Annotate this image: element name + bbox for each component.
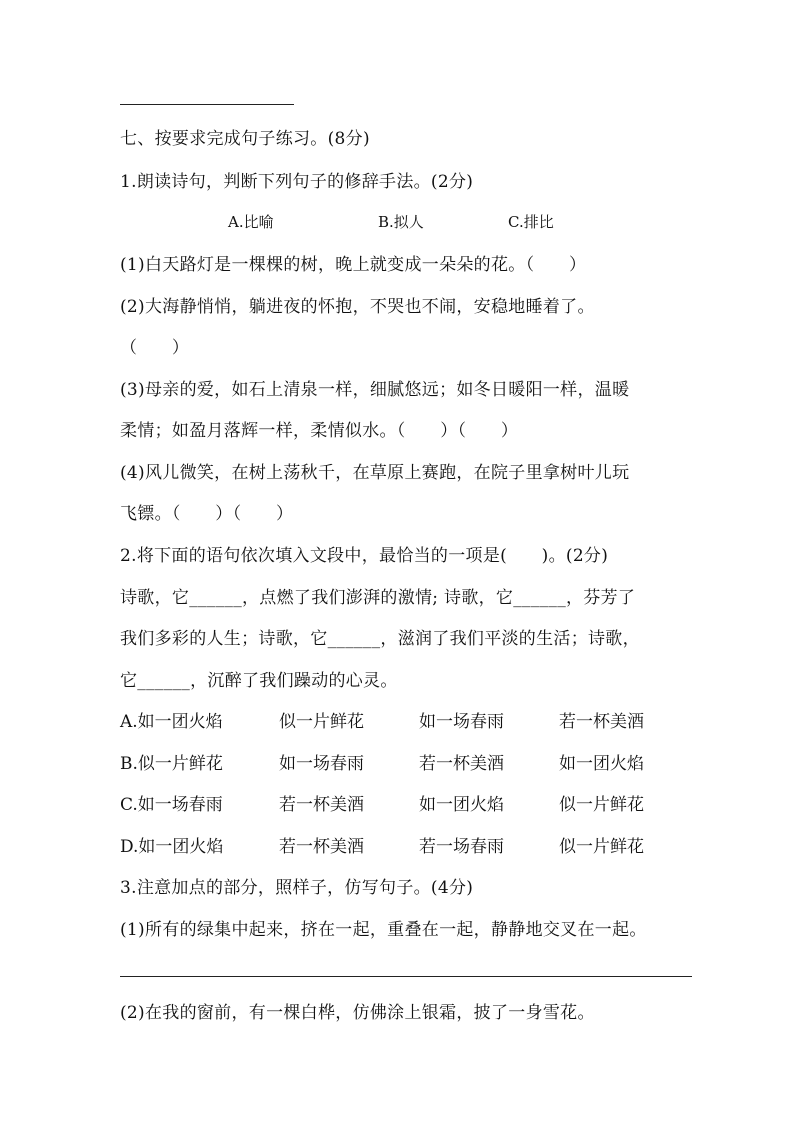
choice-cell: 如一场春雨 — [279, 754, 364, 774]
q2-title: 2.将下面的语句依次填入文段中，最恰当的一项是( )。(2分) — [120, 546, 609, 566]
choice-cell: 如一团火焰 — [559, 754, 644, 774]
q3-item-1: (1)所有的绿集中起来，挤在一起，重叠在一起，静静地交叉在一起。 — [120, 920, 647, 940]
q1-item-4-line2: 飞镖。（ ）（ ） — [120, 504, 294, 524]
choice-cell: 似一片鲜花 — [279, 712, 364, 732]
choice-cell: 若一杯美酒 — [279, 795, 364, 815]
q1-option-b: B.拟人 — [378, 213, 424, 231]
choice-cell: 若一杯美酒 — [559, 712, 644, 732]
q1-item-1: (1)白天路灯是一棵棵的树，晚上就变成一朵朵的花。（ ） — [120, 255, 587, 275]
q1-item-2: (2)大海静悄悄，躺进夜的怀抱，不哭也不闹，安稳地睡着了。 — [120, 297, 595, 317]
choice-cell: C.如一场春雨 — [120, 795, 223, 815]
q2-passage-line2: 我们多彩的人生；诗歌，它______，滋润了我们平淡的生活；诗歌， — [120, 629, 640, 649]
choice-cell: 若一场春雨 — [419, 837, 504, 857]
q1-option-a: A.比喻 — [228, 213, 274, 231]
choice-cell: 如一场春雨 — [419, 712, 504, 732]
q3-item-2: (2)在我的窗前，有一棵白桦，仿佛涂上银霜，披了一身雪花。 — [120, 1003, 595, 1023]
q2-passage-line1: 诗歌，它______，点燃了我们澎湃的激情; 诗歌，它______，芬芳了 — [120, 588, 636, 608]
q3-title: 3.注意加点的部分，照样子，仿写句子。(4分) — [120, 878, 474, 898]
q1-item-3-line1: (3)母亲的爱，如石上清泉一样，细腻悠远；如冬日暖阳一样，温暖 — [120, 380, 630, 400]
section-title: 七、按要求完成句子练习。(8分) — [120, 129, 370, 149]
q3-answer-line — [120, 976, 692, 977]
q2-passage-line3: 它______，沉醉了我们躁动的心灵。 — [120, 671, 398, 691]
choice-cell: 似一片鲜花 — [559, 795, 644, 815]
choice-cell: 似一片鲜花 — [559, 837, 644, 857]
choice-cell: D.如一团火焰 — [120, 837, 224, 857]
q1-item-4-line1: (4)风儿微笑，在树上荡秋千，在草原上赛跑，在院子里拿树叶儿玩 — [120, 463, 630, 483]
choice-cell: 若一杯美酒 — [279, 837, 364, 857]
q1-option-c: C.排比 — [508, 213, 554, 231]
top-answer-line — [120, 104, 294, 105]
choice-cell: 如一团火焰 — [419, 795, 504, 815]
choice-cell: B.似一片鲜花 — [120, 754, 223, 774]
choice-cell: 若一杯美酒 — [419, 754, 504, 774]
q1-title: 1.朗读诗句，判断下列句子的修辞手法。(2分) — [120, 172, 474, 192]
q1-item-2-blank: （ ） — [120, 338, 190, 358]
q1-item-3-line2: 柔情；如盈月落辉一样，柔情似水。（ ）（ ） — [120, 421, 519, 441]
choice-cell: A.如一团火焰 — [120, 712, 223, 732]
